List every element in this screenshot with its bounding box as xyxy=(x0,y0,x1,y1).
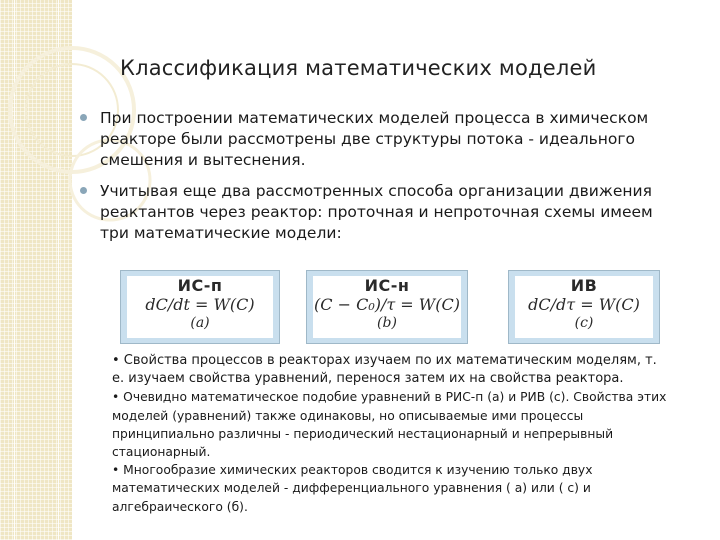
equation-panel xyxy=(515,276,653,338)
bullet-text: Учитывая еще два рассмотренных способа организации движения реактантов через реактор: проточная и непроточная схемы имеем три математические модели: xyxy=(100,182,653,242)
note-paragraph: • Очевидно математическое подобие уравнений в РИС-п (а) и РИВ (с). Свойства этих моделей (уравнений) также одинаковы, но описываемые ими процессы принципиально различны - периодический нестационарный и непрерывный стационарный. xyxy=(112,390,667,460)
equation-panel xyxy=(313,276,461,338)
bullet-dot-icon xyxy=(80,114,87,121)
equation-name: ИС-н xyxy=(364,276,410,295)
bullet-item xyxy=(78,108,678,171)
bullet-item xyxy=(78,181,678,244)
equation-label: (a) xyxy=(190,315,210,331)
equation-name: ИВ xyxy=(570,276,598,295)
equation-name: ИС-п xyxy=(177,276,223,295)
equation-label: (c) xyxy=(574,315,594,331)
slide-title: Классификация математических моделей xyxy=(120,56,597,80)
equation-formula: dC/dτ = W(C) xyxy=(528,295,640,314)
equation-formula: (C − C₀)/τ = W(C) xyxy=(314,295,460,314)
equation-box-c xyxy=(508,270,660,344)
equation-panel xyxy=(127,276,273,338)
bullet-text: При построении математических моделей процесса в химическом реакторе были рассмотрены две структуры потока - идеального смешения и вытеснения. xyxy=(100,109,649,169)
equation-formula: dC/dt = W(C) xyxy=(145,295,255,314)
notes-block xyxy=(112,352,672,516)
equation-label: (b) xyxy=(377,315,397,331)
bullet-list xyxy=(78,108,678,254)
bullet-dot-icon xyxy=(80,187,87,194)
equation-box-b xyxy=(306,270,468,344)
note-paragraph: • Многообразие химических реакторов сводится к изучению только двух математических моделей - дифференциального уравнения ( а) или ( с) и алгебраического (б). xyxy=(112,463,593,514)
equation-box-a xyxy=(120,270,280,344)
note-paragraph: • Свойства процессов в реакторах изучаем по их математическим моделям, т. е. изучаем свойства уравнений, перенося затем их на свойства реактора. xyxy=(112,353,657,387)
